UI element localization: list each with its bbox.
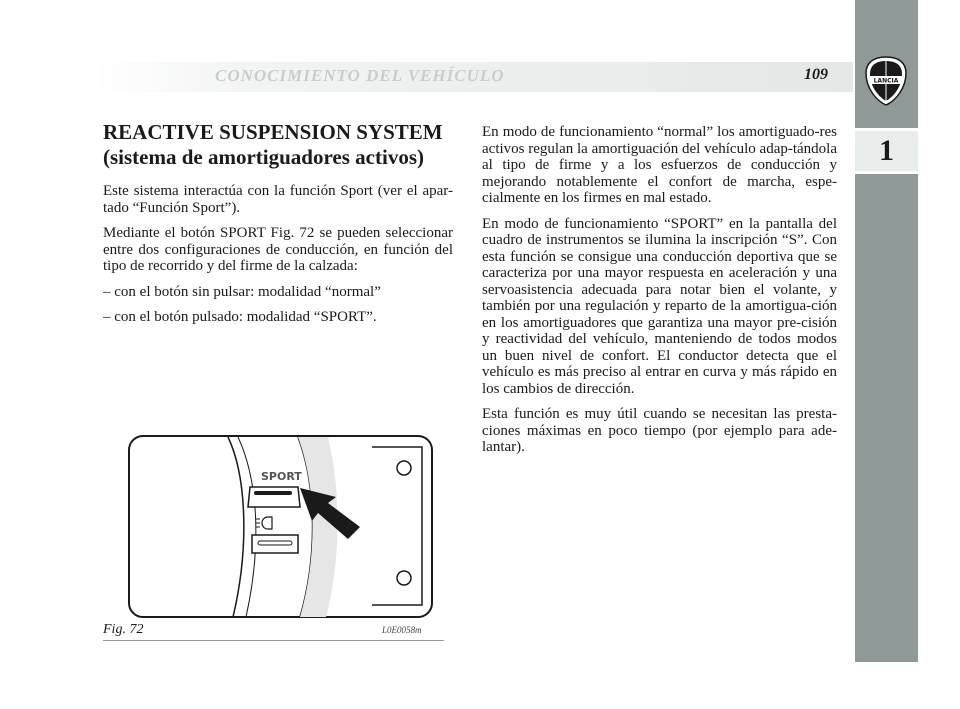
paragraph: Mediante el botón SPORT Fig. 72 se pueden seleccionar entre dos configuraciones de conducción, en función del tipo de recorrido y del firme de la calzada:: [103, 225, 453, 274]
lancia-logo-icon: [863, 55, 909, 107]
section-title-line2: (sistema de amortiguadores activos): [103, 145, 424, 169]
chapter-number-box: [855, 131, 918, 171]
sport-label: SPORT: [261, 470, 302, 483]
paragraph: Esta función es muy útil cuando se necesitan las presta-ciones máximas en poco tiempo (por ejemplo para ade-lantar).: [482, 406, 837, 455]
paragraph: En modo de funcionamiento “SPORT” en la pantalla del cuadro de instrumentos se ilumina la inscripción “S”. Con esta función se consigue una conducción deportiva que se caracteriza por una mayor respuesta en aceleración y una servoasistencia adecuada para notar bien el volante, y también por una regulación y reparto de la amortigua-ción en los amortiguadores que garantiza una mayor pre-cisión y reactividad del vehículo, manteniendo de todos modos un buen nivel de confort. El conductor detecta que el vehículo es más preciso al entrar en curva y más rápido en los cambios de dirección.: [482, 215, 837, 397]
caption-rule: [103, 640, 444, 641]
page-number: 109: [804, 66, 828, 83]
section-title-line1: REACTIVE SUSPENSION SYSTEM: [103, 120, 443, 144]
section-title: [103, 120, 458, 170]
tab-separator: [855, 171, 918, 174]
logo-text: LANCIA: [873, 77, 899, 85]
chapter-side-tab: [855, 0, 918, 662]
figure-caption: Fig. 72: [103, 622, 144, 637]
list-item: – con el botón sin pulsar: modalidad “normal”: [103, 283, 381, 300]
list-item: – con el botón pulsado: modalidad “SPORT”.: [103, 309, 377, 325]
left-column: [103, 183, 453, 335]
chapter-number: 1: [879, 134, 894, 167]
figure-code: L0E0058m: [382, 625, 422, 635]
right-column: [482, 124, 837, 465]
paragraph: En modo de funcionamiento “normal” los amortiguado-res activos regulan la amortiguación del vehículo adap-tándola al tipo de firme y a los esfuerzos de conducción y mejorando notablemente el confort de marcha, espe-cialmente en los firmes en mal estado.: [482, 124, 837, 206]
sport-button-figure: [128, 435, 433, 618]
header-title: CONOCIMIENTO DEL VEHÍCULO: [215, 66, 505, 85]
paragraph: Este sistema interactúa con la función Sport (ver el apar-tado “Función Sport”).: [103, 183, 453, 216]
